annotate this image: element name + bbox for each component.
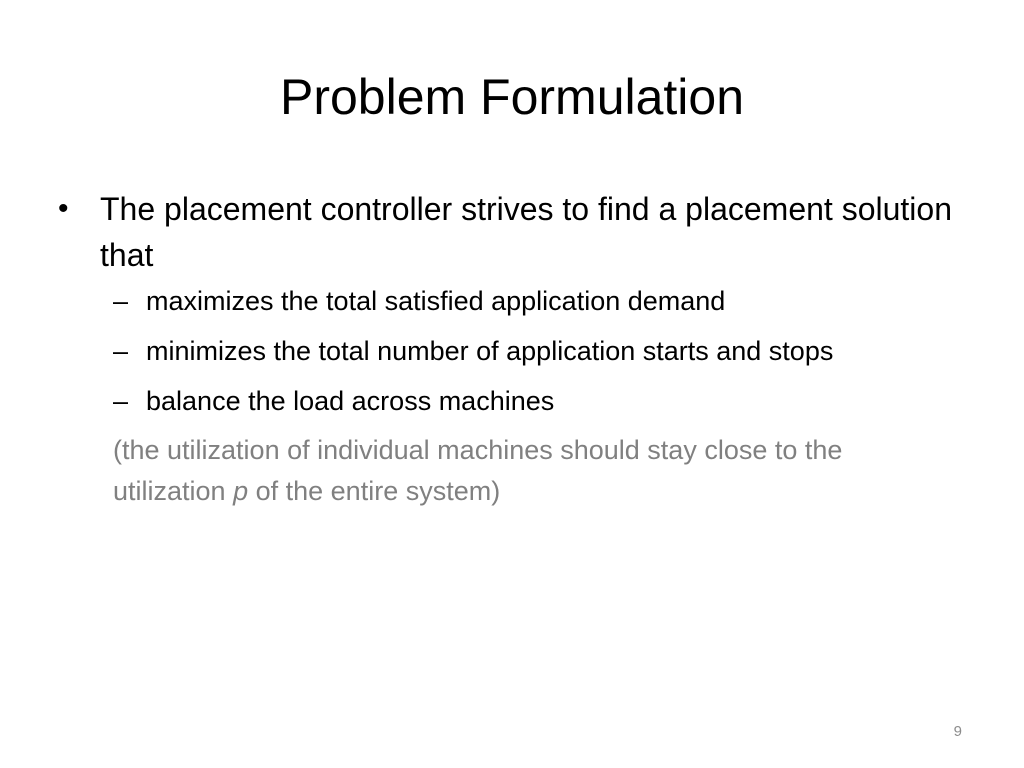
slide-body xyxy=(58,186,978,512)
note-text-before: (the utilization of individual machines should stay close to the utilization xyxy=(113,435,843,506)
sub-bullet-list xyxy=(58,282,978,420)
sub-bullet-text: balance the load across machines xyxy=(146,386,555,416)
dash-icon: – xyxy=(113,286,129,316)
main-bullet-text: The placement controller strives to find a placement solution that xyxy=(100,191,952,273)
main-bullet xyxy=(58,186,978,278)
sub-bullet xyxy=(113,282,978,320)
note-text-after: of the entire system) xyxy=(248,476,501,506)
page-number: 9 xyxy=(953,723,962,740)
sub-bullet-text: maximizes the total satisfied application demand xyxy=(146,286,726,316)
sub-bullet xyxy=(113,332,978,370)
note-variable: p xyxy=(233,476,249,506)
bullet-dot-icon: • xyxy=(58,192,69,225)
sub-bullet-text: minimizes the total number of application starts and stops xyxy=(146,336,834,366)
explanatory-note xyxy=(58,430,933,512)
slide-title: Problem Formulation xyxy=(279,69,745,125)
dash-icon: – xyxy=(113,336,129,366)
dash-icon: – xyxy=(113,386,129,416)
sub-bullet xyxy=(113,382,978,420)
